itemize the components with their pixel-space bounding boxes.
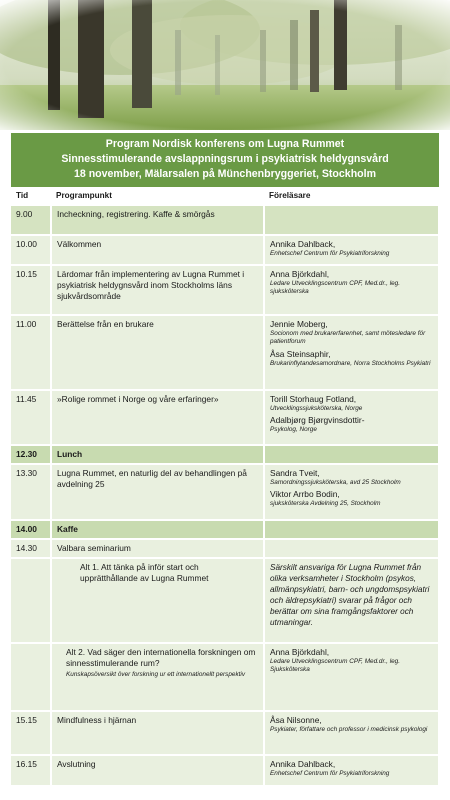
title-line-3: 18 november, Mälarsalen på Münchenbryggeriet, Stockholm [73,168,376,180]
speaker-role: Ledare Utvecklingscentrum CPF, Med.dr., leg. Sjuksköterska [270,657,400,673]
table-row [11,464,439,520]
speaker-name: Sandra Tveit, [270,467,320,478]
row-item: Kaffe [51,520,264,539]
speaker-role: Socionom med brukarerfarenhet, samt mötesledare för patientforum [270,329,426,345]
speaker-role: Psykolog, Norge [270,426,317,433]
title-line-1: Program Nordisk konferens om Lugna Rummet [105,138,345,150]
row-item: Lärdomar från implementering av Lugna Rummet i psykiatrisk heldygnsvård inom Stockholms läns sjukvårdsområde [51,265,264,315]
speaker-role: sjuksköterska Avdelning 25, Stockholm [270,500,381,507]
row-speaker-cell [264,464,439,520]
row-speaker-cell [264,265,439,315]
row-item: »Rolige rommet i Norge og våre erfaringer» [51,390,264,445]
table-row [11,755,439,785]
speaker-name: Annika Dahlback, [270,239,336,249]
row-item: Lugna Rummet, en naturlig del av behandlingen på avdelning 25 [51,464,264,520]
speaker-role: Utvecklingssjuksköterska, Norge [270,404,363,412]
table-row [11,315,439,390]
speaker-role: Brukarinflytandesamordnare, Norra Stockholms Psykiatri [270,359,431,367]
row-speaker-cell [264,539,439,558]
speaker-name: Åsa Nilsonne, [270,714,322,725]
row-speaker-cell [264,711,439,755]
row-speaker-cell [264,390,439,445]
speaker-role: Samordningssjuksköterska, avd 25 Stockholm [270,478,401,486]
row-time [11,643,51,711]
speaker-role: Enhetschef Centrum för Psykiatriforskning [270,250,390,257]
row-item: Alt 2. Vad säger den internationella forskningen om sinnesstimulerande rum? [66,646,256,668]
speaker-name: Viktor Arrbo Bodin, [270,489,340,499]
row-item: Valbara seminarium [51,539,264,558]
row-time: 11.45 [11,390,51,445]
speaker-name: Anna Björkdahl, [270,268,330,279]
row-item: Alt 1. Att tänka på inför start och upprätthållande av Lugna Rummet [51,558,264,643]
row-time: 14.30 [11,539,51,558]
forest-header-image [0,0,450,130]
row-speaker-cell [264,755,439,785]
speaker-name: Anna Björkdahl, [270,646,330,657]
row-item-note: Kunskapsöversikt över forskning ur ett internationellt perspektiv [66,670,246,678]
table-header-row [11,187,439,205]
forest-illustration [0,0,450,130]
row-speaker-cell [264,445,439,464]
row-time: 16.15 [11,755,51,785]
title-line-2: Sinnesstimulerande avslappningsrum i psykiatrisk heldygnsvård [61,153,389,165]
row-item: Mindfulness i hjärnan [51,711,264,755]
header-programpunkt: Programpunkt [51,187,264,205]
row-speaker-cell [264,520,439,539]
row-time: 12.30 [11,445,51,464]
speaker-name: Adalbjørg Bjørgvinsdottir- [270,415,365,425]
table-row [11,445,439,464]
row-time [11,558,51,643]
row-time: 13.30 [11,464,51,520]
table-row [11,205,439,235]
row-speaker-cell [264,315,439,390]
table-row [11,539,439,558]
row-time: 10.15 [11,265,51,315]
row-item: Avslutning [51,755,264,785]
speaker-role: Ledare Utvecklingscentrum CPF, Med.dr., leg. sjuksköterska [270,279,400,295]
row-item: Välkommen [51,235,264,265]
row-time: 11.00 [11,315,51,390]
table-row [11,265,439,315]
header-tid: Tid [11,187,51,205]
row-speaker-cell [264,205,439,235]
table-row [11,235,439,265]
table-row [11,520,439,539]
row-time: 14.00 [11,520,51,539]
row-speaker-cell: Särskilt ansvariga för Lugna Rummet från olika verksamheter i Stockholm (psykos, allmänpsykiatri, barn- och ungdomspsykiatri och äldrepsykiatri) svarar på frågor och berättar om sina framgångsfaktorer och utmaningar. [264,558,439,643]
speaker-role: Enhetschef Centrum för Psykiatriforskning [270,769,390,777]
speaker-name: Åsa Steinsaphir, [270,348,331,359]
row-time: 15.15 [11,711,51,755]
header-forelasare: Föreläsare [264,187,439,205]
speaker-role: Psykiater, författare och professor i medicinsk psykologi [270,725,428,733]
program-table [11,187,440,785]
row-speaker-cell [264,235,439,265]
speaker-name: Annika Dahlback, [270,758,336,769]
row-time: 10.00 [11,235,51,265]
row-item: Incheckning, registrering. Kaffe & smörgås [51,205,264,235]
table-row [11,390,439,445]
row-item: Berättelse från en brukare [51,315,264,390]
speaker-name: Torill Storhaug Fotland, [270,393,357,404]
speaker-name: Jennie Moberg, [270,318,328,329]
table-row [11,711,439,755]
program-title [11,133,439,187]
table-row [11,643,439,711]
row-item: Lunch [51,445,264,464]
row-time: 9.00 [11,205,51,235]
row-item-cell [51,643,264,711]
table-row [11,558,439,643]
row-speaker-cell [264,643,439,711]
